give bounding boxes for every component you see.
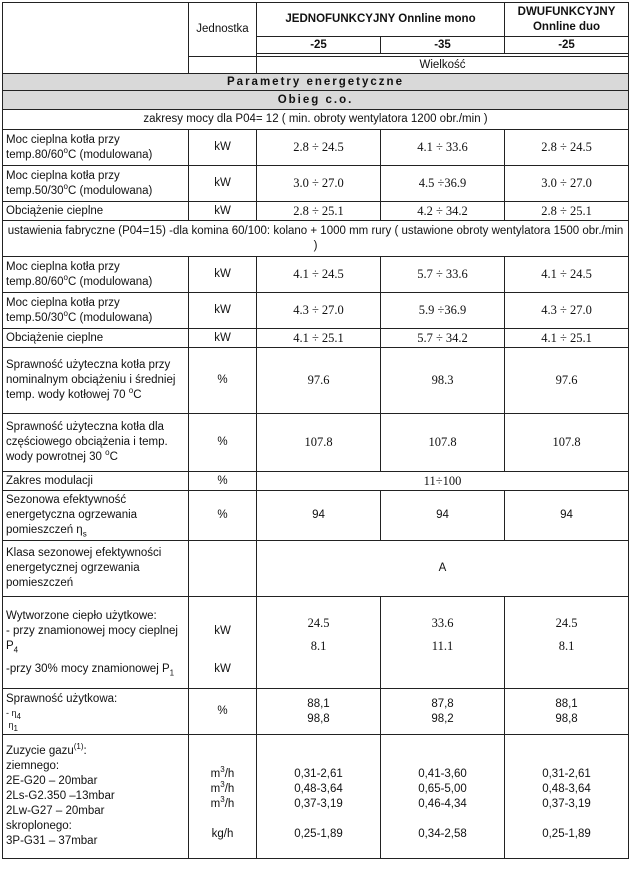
- row-unit: kW: [189, 329, 257, 348]
- row-label: Moc cieplna kotła przy temp.50/30$^o$C (modulowana): [3, 293, 189, 329]
- row-unit: [189, 541, 257, 597]
- value-cell: 4.3 ÷ 27.0: [505, 293, 629, 329]
- value-cell: 94: [257, 491, 381, 541]
- value-cell: 24.5 8.1: [505, 597, 629, 689]
- modulation-label: Zakres modulacji: [3, 472, 189, 491]
- value-cell: 107.8: [381, 414, 505, 472]
- value-cell: 4.3 ÷ 27.0: [257, 293, 381, 329]
- value-cell: 107.8: [257, 414, 381, 472]
- size-duo-25: -25: [505, 37, 629, 54]
- row-unit: %: [189, 689, 257, 735]
- model-mono-header: JEDNOFUNKCYJNY Onnline mono: [257, 3, 505, 37]
- value-cell: 3.0 ÷ 27.0: [505, 166, 629, 202]
- size-mono-25: -25: [257, 37, 381, 54]
- unit-header-blank: [189, 57, 257, 74]
- value-cell: 2.8 ÷ 24.5: [505, 130, 629, 166]
- value-cell: 4.1 ÷ 33.6: [381, 130, 505, 166]
- useful-heat-label: Wytworzone ciepło użytkowe: - przy znamionowej mocy cieplnej $P_4$ -przy 30% mocy znamionowej $P_1$: [3, 597, 189, 689]
- size-mono-35: -35: [381, 37, 505, 54]
- row-unit: %: [189, 414, 257, 472]
- row-label: Obciążenie cieplne: [3, 329, 189, 348]
- modulation-value: 11÷100: [257, 472, 629, 491]
- boiler-parameters-table: [2, 2, 629, 859]
- gas-units: $m^3/h$ $m^3/h$ $m^3/h$ kg/h: [189, 735, 257, 859]
- section-energy-parameters: Parametry energetyczne: [3, 74, 629, 91]
- value-cell: 4.1 ÷ 25.1: [505, 329, 629, 348]
- value-cell: 5.7 ÷ 33.6: [381, 257, 505, 293]
- row-label: Obciążenie cieplne: [3, 202, 189, 221]
- value-cell: 3.0 ÷ 27.0: [257, 166, 381, 202]
- row-unit: kW: [189, 202, 257, 221]
- row-label: Moc cieplna kotła przy temp.80/60$^o$C (modulowana): [3, 130, 189, 166]
- value-cell: 88,1 98,8: [505, 689, 629, 735]
- value-cell: 0,31-2,61 0,48-3,64 0,37-3,19 0,25-1,89: [505, 735, 629, 859]
- row-unit: %: [189, 348, 257, 414]
- row-unit: kW: [189, 130, 257, 166]
- value-cell: 94: [505, 491, 629, 541]
- value-cell: 4.1 ÷ 24.5: [257, 257, 381, 293]
- block-min-title: zakresy mocy dla P04= 12 ( min. obroty wentylatora 1200 obr./min ): [3, 110, 629, 130]
- value-cell: 87,8 98,2: [381, 689, 505, 735]
- efficiency-nominal-label: Sprawność użyteczna kotła przy nominalnym obciążeniu i średniej temp. wody kotłowej 70 $^o$C: [3, 348, 189, 414]
- value-cell: 2.8 ÷ 25.1: [505, 202, 629, 221]
- row-unit: kW: [189, 293, 257, 329]
- efficiency-partial-label: Sprawność użyteczna kotła dla częściowego obciążenia i temp. wody powrotnej 30 $^o$C: [3, 414, 189, 472]
- gas-consumption-label: Zuzycie gazu$^{(1)}$: ziemnego: 2E-G20 – 20mbar 2Ls-G2.350 –13mbar 2Lw-G27 – 20mbar skroplonego: 3P-G31 – 37mbar: [3, 735, 189, 859]
- value-cell: 0,31-2,61 0,48-3,64 0,37-3,19 0,25-1,89: [257, 735, 381, 859]
- useful-efficiency-label: Sprawność użytkowa: - $\eta_4$ $\eta_1$: [3, 689, 189, 735]
- row-unit: kW: [189, 166, 257, 202]
- header-blank-cell: [3, 3, 189, 74]
- row-unit: %: [189, 491, 257, 541]
- block-factory-title: ustawienia fabryczne (P04=15) -dla komina 60/100: kolano + 1000 mm rury ( ustawione obroty wentylatora 1500 obr./min ): [3, 221, 629, 257]
- seasonal-efficiency-label: Sezonowa efektywność energetyczna ogrzewania pomieszczeń $\eta_s$: [3, 491, 189, 541]
- model-duo-header: DWUFUNKCYJNY Onnline duo: [505, 3, 629, 37]
- value-cell: 107.8: [505, 414, 629, 472]
- value-cell: 2.8 ÷ 25.1: [257, 202, 381, 221]
- row-label: Moc cieplna kotła przy temp.80/60$^o$C (modulowana): [3, 257, 189, 293]
- row-unit: kW: [189, 257, 257, 293]
- value-cell: 94: [381, 491, 505, 541]
- value-cell: 33.6 11.1: [381, 597, 505, 689]
- value-cell: 24.5 8.1: [257, 597, 381, 689]
- section-heating-circuit: Obieg c.o.: [3, 91, 629, 110]
- value-cell: 88,1 98,8: [257, 689, 381, 735]
- unit-column-header: Jednostka: [189, 3, 257, 57]
- row-label: Moc cieplna kotła przy temp.50/30$^o$C (modulowana): [3, 166, 189, 202]
- size-label: Wielkość: [257, 57, 629, 74]
- useful-heat-units: kW kW: [189, 597, 257, 689]
- value-cell: 97.6: [505, 348, 629, 414]
- value-cell: 4.5 ÷36.9: [381, 166, 505, 202]
- value-cell: 97.6: [257, 348, 381, 414]
- value-cell: 2.8 ÷ 24.5: [257, 130, 381, 166]
- value-cell: 4.1 ÷ 25.1: [257, 329, 381, 348]
- value-cell: 98.3: [381, 348, 505, 414]
- value-cell: 5.9 ÷36.9: [381, 293, 505, 329]
- row-unit: %: [189, 472, 257, 491]
- value-cell: 4.2 ÷ 34.2: [381, 202, 505, 221]
- value-cell: 5.7 ÷ 34.2: [381, 329, 505, 348]
- seasonal-class-label: Klasa sezonowej efektywności energetycznej ogrzewania pomieszczeń: [3, 541, 189, 597]
- value-cell: 4.1 ÷ 24.5: [505, 257, 629, 293]
- seasonal-class-value: A: [257, 541, 629, 597]
- value-cell: 0,41-3,60 0,65-5,00 0,46-4,34 0,34-2,58: [381, 735, 505, 859]
